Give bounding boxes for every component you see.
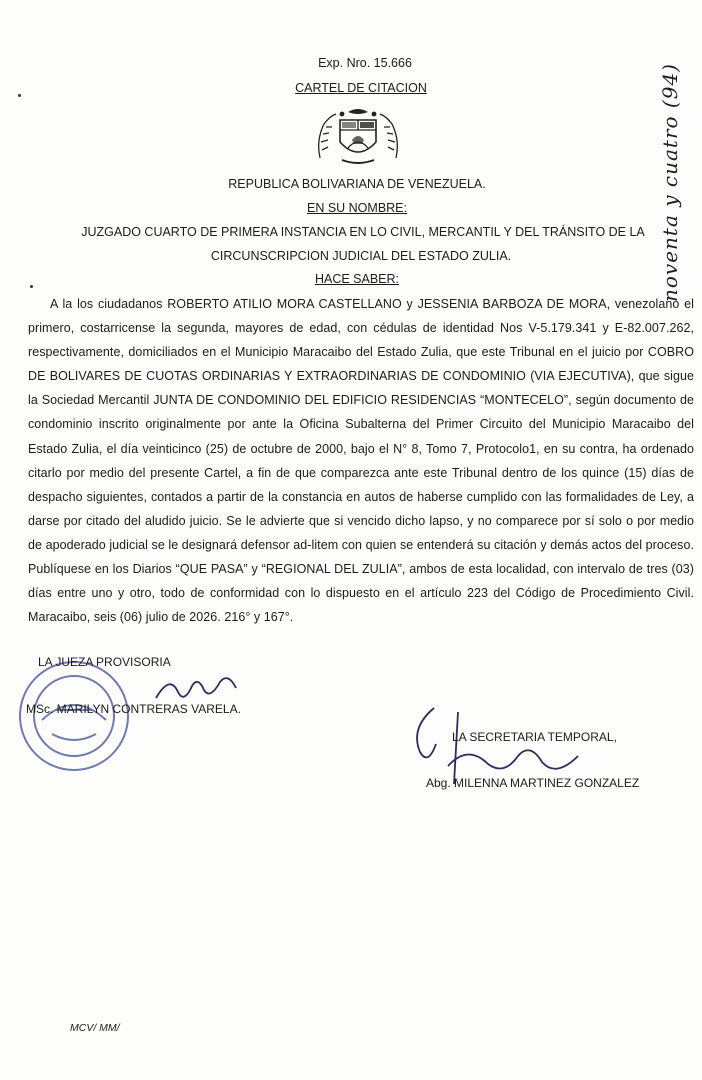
coat-of-arms-icon [312,106,404,168]
margin-mark [18,94,21,97]
margin-mark [30,285,33,288]
court-line-1: JUZGADO CUARTO DE PRIMERA INSTANCIA EN LO CIVIL, MERCANTIL Y DEL TRÁNSITO DE LA [81,225,645,239]
secretary-title: LA SECRETARIA TEMPORAL, [452,730,617,744]
cartel-title: CARTEL DE CITACION [295,81,427,95]
judge-title: LA JUEZA PROVISORIA [38,655,171,669]
handwritten-folio-note [640,10,700,310]
judge-name: MSc. MARILYN CONTRERAS VARELA. [26,702,241,716]
court-line-2: CIRCUNSCRIPCION JUDICIAL DEL ESTADO ZULIA. [210,249,512,263]
republic-heading: REPUBLICA BOLIVARIANA DE VENEZUELA. [228,177,486,191]
secretary-name: Abg. MILENNA MARTINEZ GONZALEZ [426,776,640,790]
handwritten-note-text: noventa y cuatro (94) [658,63,682,302]
citation-body-paragraph: A la los ciudadanos ROBERTO ATILIO MORA CASTELLANO y JESSENIA BARBOZA DE MORA, venezolano el primero, costarricense la segunda, mayores de edad, con cédulas de identidad Nos V-5.179.341 y E-82.007.262, respectivamente, domiciliados en el Municipio Maracaibo del Estado Zulia, que este Tribunal en el juicio por COBRO DE BOLIVARES DE CUOTAS ORDINARIAS Y EXTRAORDINARIAS DE CONDOMINIO (VIA EJECUTIVA), que sigue la Sociedad Mercantil JUNTA DE CONDOMINIO DEL EDIFICIO RESIDENCIAS “MONTECELO”, según documento de condominio inscrito originalmente por ante la Oficina Subalterna del Primer Circuito del Municipio Maracaibo del Estado Zulia, el día veinticinco (25) de octubre de 2000, bajo el N° 8, Tomo 7, Protocolo1, en su contra, ha ordenado citarlo por medio del presente Cartel, a fin de que comparezca ante este Tribunal dentro de los quince (15) días de despacho siguientes, contados a partir de la constancia en autos de haberse cumplido con las formalidades de Ley, a darse por citado del aludido juicio. Se le advierte que si vencido dicho lapso, y no comparece por sí solo o por medio de apoderado judicial se le designará defensor ad-litem con quien se entenderá su citación y demás actos del proceso. Publíquese en los Diarios “QUE PASA” y “REGIONAL DEL ZULIA”, ambos de esta localidad, con intervalo de tres (03) días entre uno y otro, todo de conformidad con lo dispuesto en el artículo 223 del Código de Procedimiento Civil. Maracaibo, seis (06) julio de 2026. 216° y 167°. [28,297,694,625]
exp-number: Exp. Nro. 15.666 [318,56,412,70]
en-su-nombre-heading: EN SU NOMBRE: [306,201,407,215]
footer-initials: MCV/ MM/ [70,1022,120,1034]
hace-saber-heading: HACE SABER: [314,272,400,286]
